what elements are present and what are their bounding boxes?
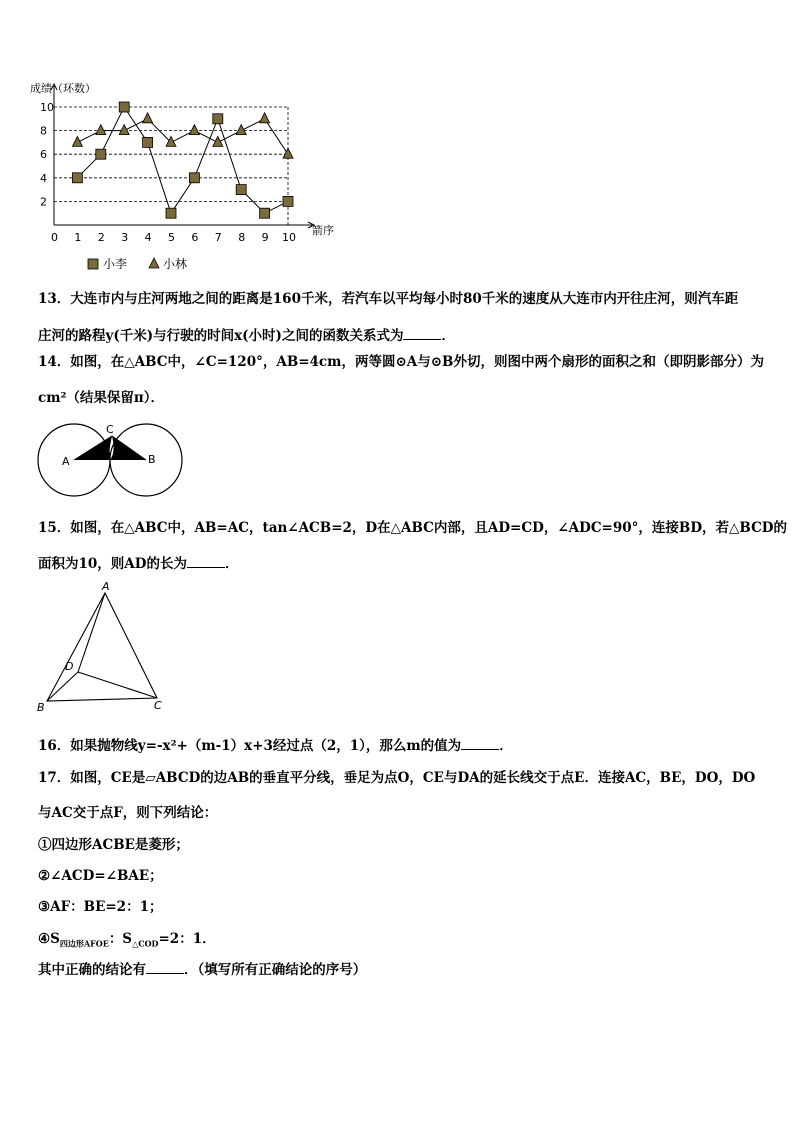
triangle-marker	[166, 136, 176, 146]
question-16-text: 16．如果抛物线y=-x²+（m-1）x+3经过点（2，1），那么m的值为	[38, 738, 462, 754]
y-axis-title: 成绩（环数）	[30, 82, 96, 95]
label-a: A	[102, 580, 110, 593]
x-tick-label: 2	[97, 231, 105, 244]
segment-bd	[47, 672, 78, 701]
y-tick-label: 4	[40, 171, 47, 185]
triangle-abc	[47, 593, 157, 701]
two-circles-figure	[36, 418, 188, 502]
question-17-line2: 与AC交于点F，则下列结论：	[38, 805, 218, 821]
square-marker	[143, 137, 153, 147]
triangle-marker	[189, 125, 199, 135]
x-tick-label: 0	[51, 231, 58, 244]
triangle-marker	[260, 113, 270, 123]
triangle-marker	[236, 125, 246, 135]
triangle-marker	[143, 113, 153, 123]
label-a: A	[62, 455, 70, 468]
x-tick-label: 8	[238, 231, 246, 244]
item4-sub1: 四边形AFOE	[59, 938, 109, 949]
question-15-end: ．	[224, 556, 239, 572]
legend-label: 小李	[103, 257, 128, 271]
question-14-line1: 14．如图，在△ABC中，∠C=120°，AB=4cm，两等圆⊙A与⊙B外切，则图中两个扇形的面积之和（即阴影部分）为	[38, 354, 764, 370]
square-marker	[96, 149, 106, 159]
question-17-item3: ③AF：BE=2：1；	[38, 899, 163, 915]
question-15-line2	[38, 552, 238, 572]
x-tick-label: 6	[191, 231, 199, 244]
question-17-item1: ①四边形ACBE是菱形；	[38, 837, 189, 853]
label-c: C	[154, 699, 162, 712]
label-d: D	[65, 660, 74, 673]
y-tick-label: 6	[40, 148, 47, 162]
triangle-marker	[213, 136, 223, 146]
question-14-line2: cm²（结果保留π）．	[38, 390, 165, 406]
square-marker	[189, 173, 199, 183]
y-tick-label: 8	[40, 124, 47, 138]
question-16-line1	[38, 734, 513, 754]
square-marker	[213, 114, 223, 124]
question-13-line1: 13．大连市内与庄河两地之间的距离是160千米，若汽车以平均每小时80千米的速度从大连市内开往庄河，则汽车距	[38, 291, 739, 307]
question-13-line2	[38, 324, 455, 344]
triangle-marker	[96, 125, 106, 135]
label-c: C	[106, 423, 114, 436]
question-17-answer-pre: 其中正确的结论有	[38, 962, 146, 978]
x-tick-label: 4	[144, 231, 152, 244]
triangle-marker	[72, 136, 82, 146]
series-line	[77, 119, 288, 154]
item4-prefix: ④S	[38, 931, 60, 947]
x-tick-label: 3	[121, 231, 129, 244]
legend-label: 小林	[163, 257, 188, 271]
question-15-line1: 15．如图，在△ABC中，AB=AC，tan∠ACB=2，D在△ABC内部，且AD=CD，∠ADC=90°，连接BD，若△BCD的	[38, 520, 788, 536]
x-tick-label: 10	[282, 231, 296, 244]
square-marker	[236, 185, 246, 195]
legend-square-marker	[88, 259, 98, 269]
label-b: B	[37, 701, 45, 714]
item4-post: =2：1．	[158, 931, 216, 947]
x-tick-label: 5	[168, 231, 175, 244]
question-17-line1: 17．如图，CE是▱ABCD的边AB的垂直平分线，垂足为点O，CE与DA的延长线交于点E．连接AC，BE，DO，DO	[38, 770, 756, 786]
square-marker	[119, 102, 129, 112]
label-b: B	[148, 453, 156, 466]
square-marker	[283, 196, 293, 206]
answer-blank-15[interactable]	[187, 555, 225, 568]
x-axis-title: 箭序	[312, 224, 334, 237]
question-13-text: 庄河的路程y(千米)与行驶的时间x(小时)之间的函数关系式为	[38, 328, 404, 344]
question-15-text: 面积为10，则AD的长为	[38, 556, 187, 572]
triangle-abcd-figure	[34, 580, 174, 715]
square-marker	[260, 208, 270, 218]
question-17-item2: ②∠ACD=∠BAE；	[38, 868, 163, 884]
y-tick-label: 2	[40, 195, 47, 209]
segment-ad	[78, 593, 105, 672]
square-marker	[72, 173, 82, 183]
x-tick-label: 1	[74, 231, 82, 244]
x-tick-label: 9	[261, 231, 269, 244]
question-17-answer-post: ．（填写所有正确结论的序号）	[184, 962, 367, 978]
question-16-end: ．	[499, 738, 513, 754]
item4-sub2: △COD	[132, 938, 159, 949]
item4-mid: ：S	[108, 931, 133, 947]
question-17-answer-line	[38, 958, 366, 978]
y-tick-label: 10	[40, 101, 54, 114]
segment-dc	[78, 672, 157, 698]
answer-blank-13[interactable]	[403, 327, 441, 340]
answer-blank-17[interactable]	[146, 961, 184, 974]
answer-blank-16[interactable]	[461, 737, 499, 750]
square-marker	[166, 208, 176, 218]
triangle-marker	[119, 125, 129, 135]
question-17-item4	[38, 927, 216, 950]
legend-triangle-marker	[149, 258, 159, 268]
x-tick-label: 7	[214, 231, 222, 244]
question-13-end: ．	[441, 328, 455, 344]
score-line-chart	[30, 76, 350, 281]
